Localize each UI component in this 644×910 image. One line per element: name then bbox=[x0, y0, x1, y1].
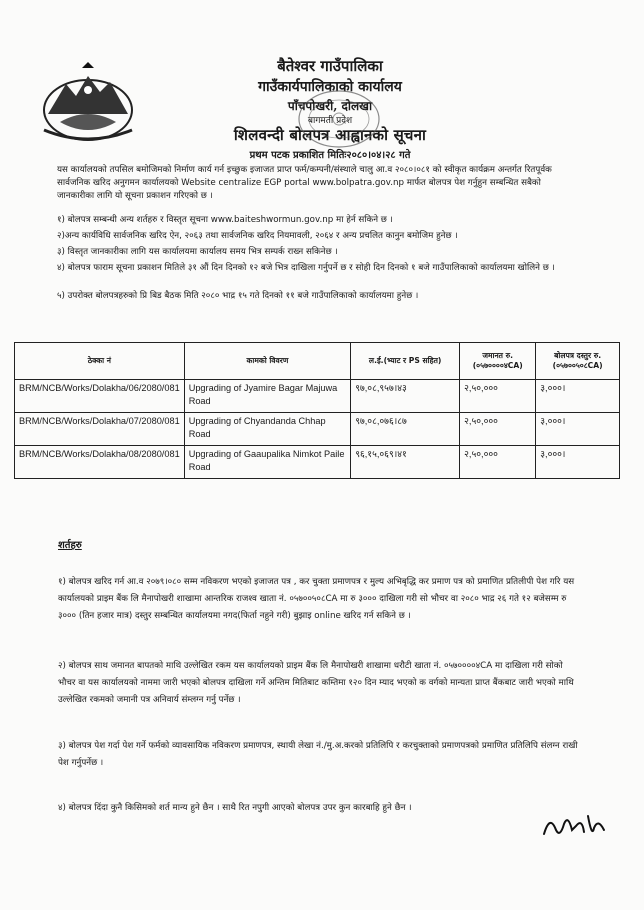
notice-item: १) बोलपत्र सम्बन्धी अन्य शर्तहरु र विस्तृत सूचना www.baiteshwormun.gov.np मा हेर्न सकिने छ । bbox=[57, 215, 393, 225]
municipality-name: बैतेश्वर गाउँपालिका bbox=[277, 57, 383, 75]
work-description: Upgrading of Gaaupalika Nimkot Paile Road bbox=[184, 446, 351, 479]
bid-security: २,५०,००० bbox=[460, 446, 536, 479]
cost-estimate: ९७,०८,०७६।८७ bbox=[351, 413, 460, 446]
notice-item: २)अन्य कार्यविधि सार्वजनिक खरिद ऐन, २०६३ तथा सार्वजनिक खरिद नियमावली, २०६४ र अन्य प्रचलित कानुन बमोजिम हुनेछ । bbox=[57, 231, 458, 241]
notice-item: ५) उपरोक्त बोलपत्रहरुको प्रि बिड बैठक मिति २०८० भाद्र १५ गते दिनको ११ बजे गाउँपालिकाको कार्यालयमा हुनेछ । bbox=[57, 291, 419, 301]
term-item: २) बोलपत्र साथ जमानत बापतको माथि उल्लेखित रकम यस कार्यालयको प्राइम बैंक लि मैनापोखरी शाखामा धरौटी खाता नं. ०५७००००४CA मा दाखिला गरी सोको भौचर वा यस कार्यालयको नाममा जारी भएको बोलपत्र दाखिला गर्ने अन्तिम मितिबाट कम्तिमा १२० दिन म्याद भएको क वर्गको मान्यता प्राप्त बैंकबाट जारी भएको माथि उल्लेखित रकमको जमानी पत्र अनिवार्य संम्लग्न गर्नु पर्नेछ । bbox=[58, 661, 574, 705]
province-name: बागमती प्रदेश bbox=[307, 116, 353, 126]
table-header-row bbox=[15, 343, 620, 380]
contract-no: BRM/NCB/Works/Dolakha/06/2080/081 bbox=[15, 380, 185, 413]
cost-estimate: ९७,०८,९५७।४३ bbox=[351, 380, 460, 413]
contract-no: BRM/NCB/Works/Dolakha/08/2080/081 bbox=[15, 446, 185, 479]
table-row bbox=[15, 380, 620, 413]
office-stamp-icon bbox=[296, 88, 382, 150]
bid-fee: ३,०००। bbox=[536, 413, 620, 446]
office-location: पाँचपोखरी, दोलखा bbox=[287, 99, 373, 113]
term-item: ४) बोलपत्र दिंदा कुनै किसिमको शर्त मान्य हुने छैन । साथै रित नपुगी आएको बोलपत्र उपर कुन कारबाहि हुने छैन । bbox=[58, 803, 412, 813]
term-item: १) बोलपत्र खरिद गर्न आ.व २०७९।०८० सम्म नविकरण भएको इजाजत पत्र , कर चुक्ता प्रमाणपत्र र मुल्य अभिबृद्धि कर प्रमाण पत्र को प्रमाणित प्रतिलीपी पेश गरि यस कार्यालयको प्राइम बैंक लि मैनापोखरी शाखामा आन्तरिक राजश्व खाता नं. ०५७००५०८CA मा रु ३००० दाखिला गरी सो भौचर वा २०८० भाद्र २६ गते १२ बजेसम्म रु ३००० (तिन हजार मात्र) दस्तुर सम्बन्धित कार्यालयमा नगद(फिर्ता नहुने गरी) बुझाइ online खरिद गर्न सकिने छ । bbox=[58, 577, 575, 621]
col-work-description: कामको विवरण bbox=[184, 343, 351, 380]
bid-security: २,५०,००० bbox=[460, 413, 536, 446]
bid-fee: ३,०००। bbox=[536, 380, 620, 413]
col-cost-estimate: ल.ई.(भ्याट र PS सहित) bbox=[351, 343, 460, 380]
col-bid-security: जमानत रु. (०५७००००४CA) bbox=[460, 343, 536, 380]
notice-intro bbox=[57, 164, 577, 204]
notice-title: शिलवन्दी बोलपत्र आह्वानको सूचना bbox=[233, 126, 427, 144]
work-description: Upgrading of Jyamire Bagar Majuwa Road bbox=[184, 380, 351, 413]
contract-no: BRM/NCB/Works/Dolakha/07/2080/081 bbox=[15, 413, 185, 446]
terms-heading: शर्तहरु bbox=[58, 540, 82, 551]
bid-security: २,५०,००० bbox=[460, 380, 536, 413]
table-row bbox=[15, 413, 620, 446]
table-row bbox=[15, 446, 620, 479]
bid-fee: ३,०००। bbox=[536, 446, 620, 479]
publish-date: प्रथम पटक प्रकाशित मितिः२०८०।०४।२८ गते bbox=[249, 150, 411, 161]
notice-intro-text: यस कार्यालयको तपसिल बमोजिमको निर्माण कार्य गर्न इच्छुक इजाजत प्राप्त फर्म/कम्पनी/संस्थाले चालु आ.व २०८०।०८१ को स्वीकृत कार्यक्रम अन्तर्गत रितपूर्वक सार्वजनिक खरिद अनुगमन कार्यालयको Website centralize EGP portal www.bolpatra.gov.np मार्फत बोलपत्र पेश गर्नुहुन सम्बन्धित सबैको जानकारीका लागि यो सूचना प्रकाशन गरिएको छ । bbox=[57, 165, 552, 202]
signature-icon bbox=[540, 808, 612, 844]
office-name: गाउँकार्यपालिकाको कार्यालय bbox=[258, 79, 402, 95]
notice-item: ४) बोलपत्र फाराम सूचना प्रकाशन मितिले ३१ औं दिन दिनको १२ बजे भित्र दाखिला गर्नुपर्ने छ र सोही दिन दिनको १ बजे गाउँपालिकाको कार्यालयमा खोलिने छ । bbox=[57, 263, 555, 273]
col-bid-fee: बोलपत्र दस्तुर रु. (०५७००५०८CA) bbox=[536, 343, 620, 380]
cost-estimate: ९६,१५,०६९।४१ bbox=[351, 446, 460, 479]
notice-item: ३) विस्तृत जानकारीका लागि यस कार्यालयमा कार्यालय समय भित्र सम्पर्क राख्न सकिनेछ । bbox=[57, 247, 338, 257]
col-contract-no: ठेक्का नं bbox=[15, 343, 185, 380]
term-item: ३) बोलपत्र पेश गर्दा पेश गर्ने फर्मको व्यावसायिक नविकरण प्रमाणपत्र, स्थायी लेखा नं./मु.अ.करको प्रतिलिपि र करचुक्ताको प्रमाणपत्रको प्रमाणित प्रतिलिपि संलग्न राखी पेश गर्नुपर्नेछ । bbox=[58, 741, 578, 768]
nepal-emblem-icon bbox=[38, 62, 138, 144]
work-description: Upgrading of Chyandanda Chhap Road bbox=[184, 413, 351, 446]
tender-table bbox=[14, 342, 620, 479]
